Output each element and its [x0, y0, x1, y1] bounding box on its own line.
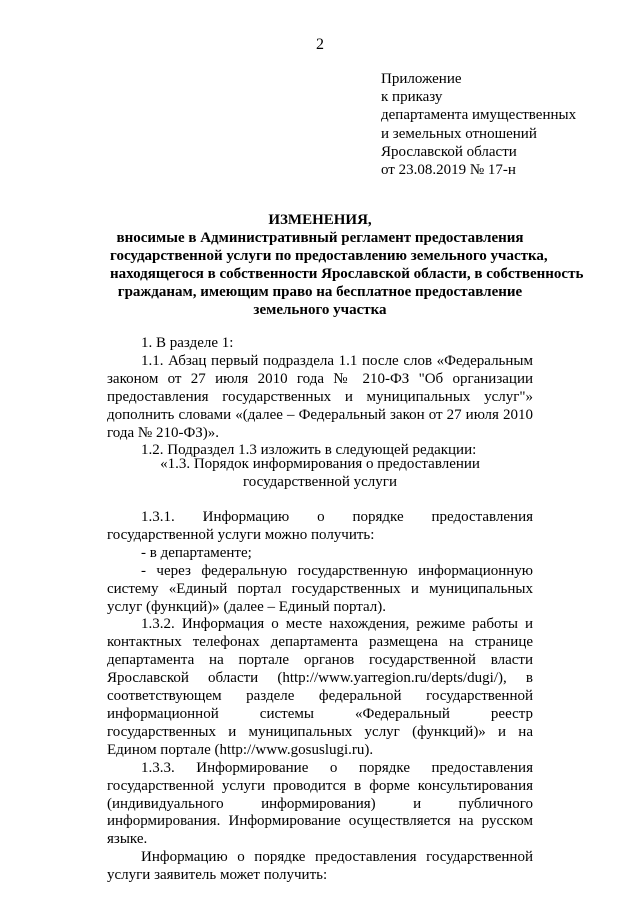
section-heading-line: «1.3. Порядок информирования о предоставлении: [160, 456, 480, 472]
title-line: гражданам, имеющим право на бесплатное предоставление: [117, 283, 523, 300]
appendix-line: Ярославской области: [381, 143, 517, 160]
appendix-line: Приложение: [381, 71, 462, 87]
paragraph: - через федеральную государственную информационную систему «Единый портал государственных и муниципальных услуг (функций)» (далее – Единый портал).: [107, 562, 533, 615]
paragraph: 1.2. Подраздел 1.3 изложить в следующей редакции:: [141, 442, 477, 459]
section-heading-line: государственной услуги: [243, 473, 397, 490]
appendix-line: от 23.08.2019 № 17-н: [381, 162, 516, 179]
title-line: земельного участка: [253, 301, 387, 318]
paragraph: 1.3.3. Информирование о порядке предоставления государственной услуги проводится в форме консультирования (индивидуального информирования) и публичного информирования. Информирование осуществляется на русском языке.: [107, 759, 533, 848]
document-title: [110, 212, 584, 319]
appendix-line: и земельных отношений: [381, 125, 537, 142]
paragraph: Информацию о порядке предоставления государственной услуги заявитель может получить:: [107, 849, 533, 884]
appendix-line: департамента имущественных: [381, 107, 577, 124]
paragraph: 1. В разделе 1:: [141, 335, 234, 351]
title-line: находящегося в собственности Ярославской области, в собственность: [110, 265, 584, 282]
paragraph: 1.3.2. Информация о месте нахождения, режиме работы и контактных телефонах департамента размещена на странице департамента на портале органов государственной власти Ярославской области (http://www.yarregion.ru/depts/dugi/), в соответствующем разделе федеральной государственной информационной системы «Федеральный реестр государственных и муниципальных услуг (функций)» и на Едином портале (http://www.gosuslugi.ru).: [107, 616, 533, 758]
paragraph: 1.1. Абзац первый подраздела 1.1 после слов «Федеральным законом от 27 июля 2010 года № 210-ФЗ "Об организации предоставления государственных и муниципальных услуг"» дополнить словами «(далее – Федеральный закон от 27 июля 2010 года № 210-ФЗ)».: [107, 352, 533, 441]
title-line: вносимые в Административный регламент предоставления: [116, 229, 524, 246]
title-line: государственной услуги по предоставлению земельного участка,: [110, 247, 548, 264]
body-block-2: [107, 509, 533, 885]
body-block-1: [107, 335, 533, 460]
title-line: ИЗМЕНЕНИЯ,: [268, 212, 372, 228]
section-heading: [110, 456, 530, 492]
paragraph: - в департаменте;: [141, 544, 252, 561]
page-number: 2: [316, 36, 324, 53]
appendix-block: [381, 70, 576, 179]
appendix-line: к приказу: [381, 89, 443, 106]
paragraph: 1.3.1. Информацию о порядке предоставления государственной услуги можно получить:: [107, 509, 533, 543]
